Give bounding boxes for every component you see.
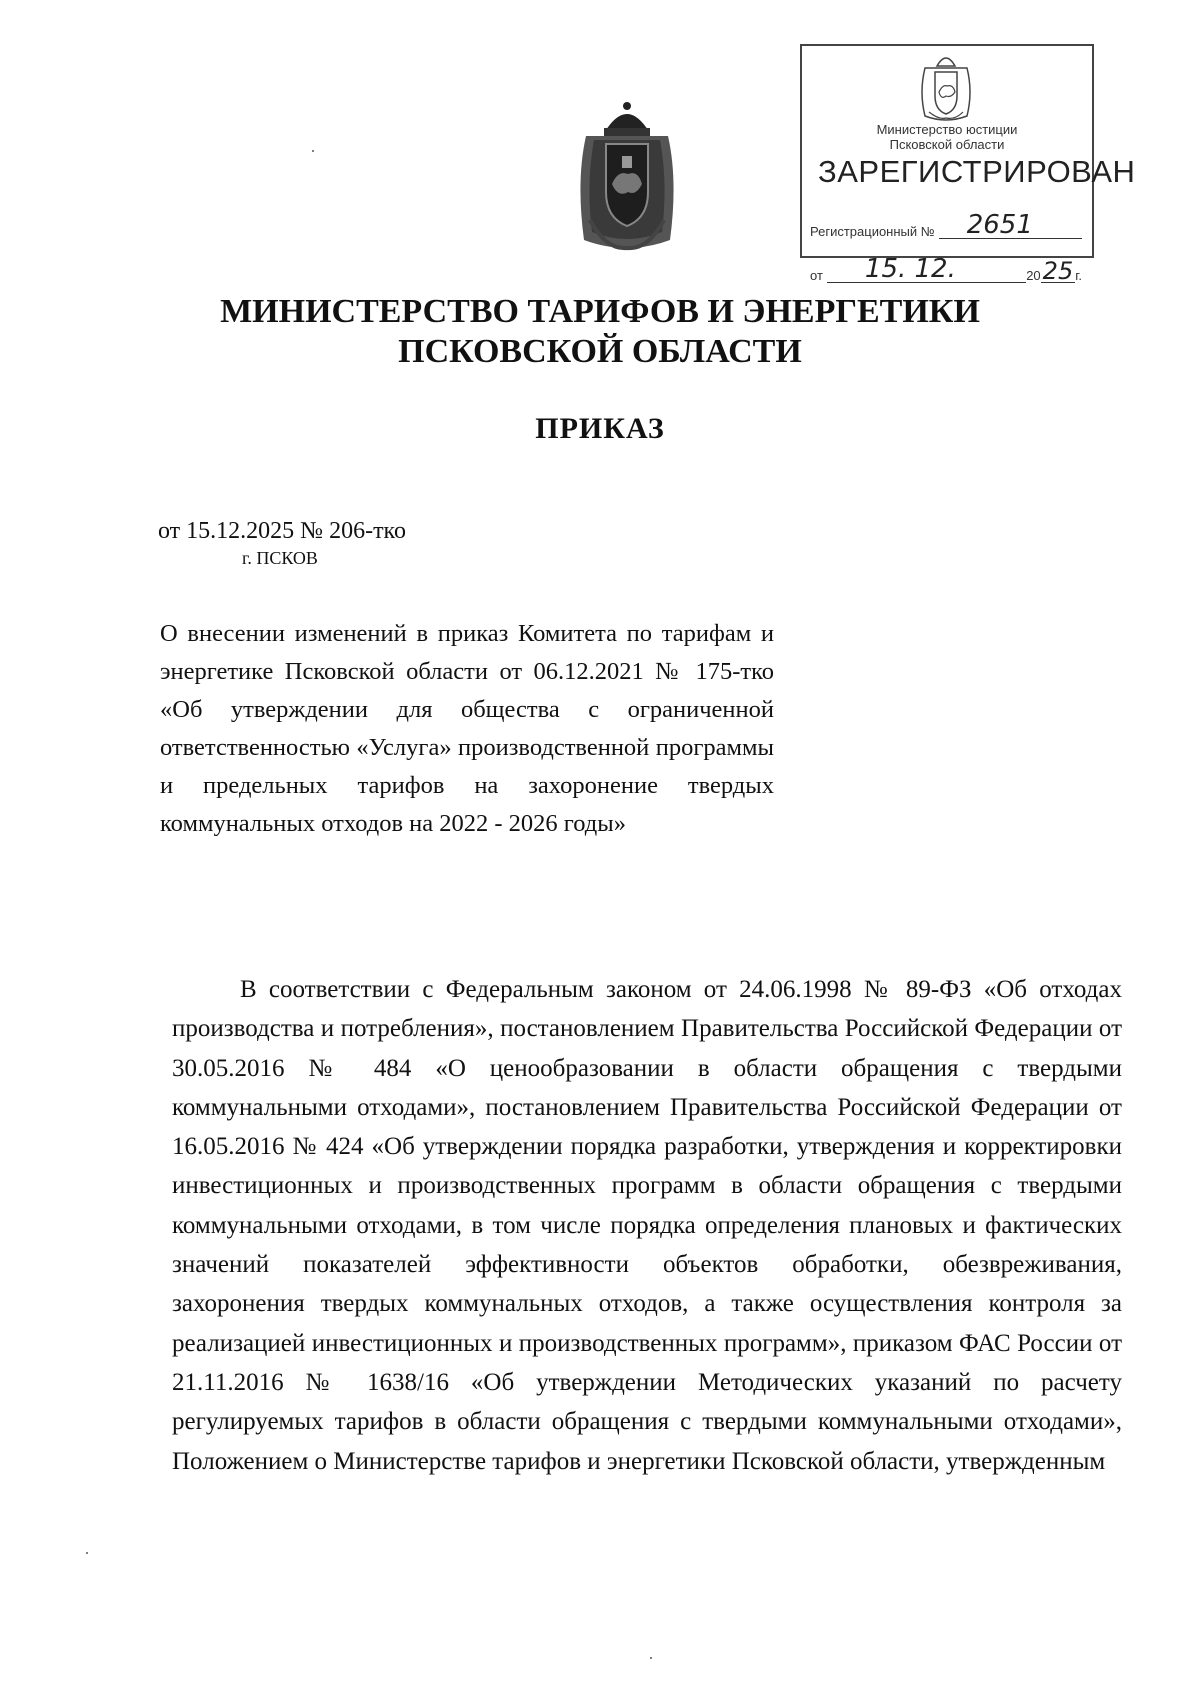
scan-speck: [650, 1657, 652, 1659]
order-subject: О внесении изменений в приказ Комитета по тарифам и энергетике Псковской области от 06.12.2021 № 175-тко «Об утверждении для общества с ограниченной ответственностью «Услуга» производственной программы и предельных тарифов на захоронение твердых коммунальных отходов на 2022 - 2026 годы»: [160, 620, 774, 837]
stamp-reg-number: 2651: [966, 210, 1033, 240]
stamp-reg-label: Регистрационный №: [810, 224, 935, 239]
coat-of-arms-emblem: [566, 100, 688, 256]
ministry-title-line-2: ПСКОВСКОЙ ОБЛАСТИ: [398, 333, 802, 370]
stamp-year-suffix: 25: [1042, 257, 1074, 285]
stamp-date-label: от: [810, 268, 823, 283]
registration-stamp: [800, 44, 1136, 285]
order-city: г. ПСКОВ: [242, 548, 318, 568]
stamp-ministry-name: Министерство юстиции Псковской области: [876, 122, 1018, 152]
stamp-date-line: [827, 254, 1026, 284]
stamp-reg-row: [810, 210, 1082, 240]
document-type: ПРИКАЗ: [535, 412, 665, 445]
order-date-number: от 15.12.2025 № 206-тко: [158, 518, 406, 544]
stamp-status: ЗАРЕГИСТРИРОВАН: [818, 154, 1136, 189]
stamp-year: [1026, 257, 1082, 285]
stamp-reg-line: [939, 210, 1082, 240]
stamp-coat-of-arms-icon: [915, 52, 977, 122]
stamp-year-prefix: 20: [1026, 268, 1041, 283]
stamp-year-end: г.: [1075, 268, 1082, 283]
stamp-date-row: [810, 254, 1082, 285]
stamp-date-value: 15. 12.: [864, 254, 956, 284]
scan-speck: [312, 150, 314, 152]
ministry-title: [0, 292, 1200, 372]
scan-speck: [86, 1552, 88, 1554]
ministry-title-line-1: МИНИСТЕРСТВО ТАРИФОВ И ЭНЕРГЕТИКИ: [220, 293, 980, 330]
order-body-paragraph: В соответствии с Федеральным законом от 24.06.1998 № 89-ФЗ «Об отходах производства и потребления», постановлением Правительства Российской Федерации от 30.05.2016 № 484 «О ценообразовании в области обращения с твердыми коммунальными отходами», постановлением Правительства Российской Федерации от 16.05.2016 № 424 «Об утверждении порядка разработки, утверждения и корректировки инвестиционных и производственных программ в области обращения с твердыми коммунальными отходами, в том числе порядка определения плановых и фактических значений показателей эффективности объектов обработки, обезвреживания, захоронения твердых коммунальных отходов, а также осуществления контроля за реализацией инвестиционных и производственных программ», приказом ФАС России от 21.11.2016 № 1638/16 «Об утверждении Методических указаний по расчету регулируемых тарифов в области обращения с твердыми коммунальными отходами», Положением о Министерстве тарифов и энергетики Псковской области, утвержденным: [172, 976, 1122, 1475]
